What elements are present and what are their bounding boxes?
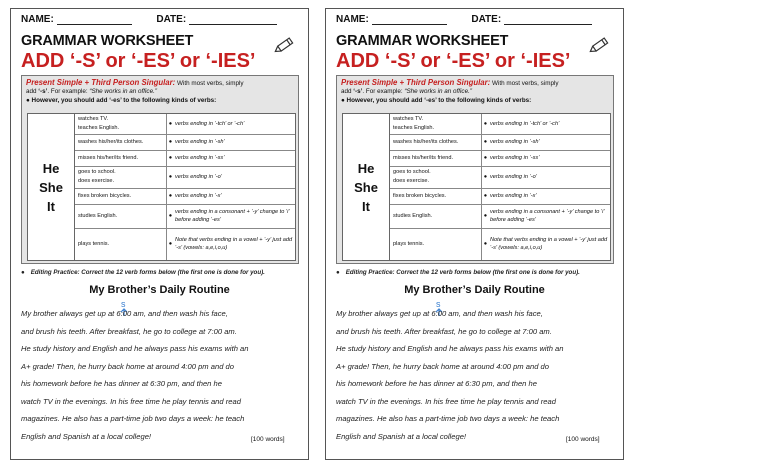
bullet-icon: ● xyxy=(168,139,173,145)
correction-letter: s xyxy=(121,299,126,309)
bullet-icon: ● xyxy=(483,174,488,180)
rule-description xyxy=(481,188,608,204)
rule-examples xyxy=(393,114,482,134)
name-label: NAME: xyxy=(336,14,369,25)
editing-instruction xyxy=(21,269,265,276)
bullet-icon: ● xyxy=(483,139,488,145)
rule-text: verbs ending in ‘-sh’ xyxy=(175,139,225,145)
pronoun-he: He xyxy=(42,160,60,176)
bullet-icon: ● xyxy=(483,121,488,127)
story-line: English and Spanish at a local college! xyxy=(21,431,152,441)
example-sentence: fixes broken bicycles. xyxy=(78,192,132,199)
name-field-line xyxy=(372,15,447,25)
worksheet-page-right xyxy=(325,8,624,460)
correction-letter: s xyxy=(436,299,441,309)
rule-row xyxy=(75,228,295,260)
rule-description xyxy=(481,150,608,166)
rule-intro-line3: ● However, you should add ‘-es’ to the following kinds of verbs: xyxy=(26,96,217,104)
rule-row xyxy=(390,114,610,135)
pronoun-she: She xyxy=(354,179,378,195)
story-line: and brush his teeth. After breakfast, he go to college at 7:00 am. xyxy=(336,326,552,336)
rule-box xyxy=(336,75,614,264)
editing-instruction-text: Editing Practice: Correct the 12 verb forms below (the first one is done for you). xyxy=(30,269,265,276)
story-line: English and Spanish at a local college! xyxy=(336,431,467,441)
rule-examples xyxy=(78,134,167,150)
rule-example: “She works in an office.” xyxy=(404,88,472,96)
story-text xyxy=(336,305,616,445)
rule-text: verbs ending in ‘-sh’ xyxy=(490,139,540,145)
rule-intro-line3: ● However, you should add ‘-es’ to the following kinds of verbs: xyxy=(341,96,532,104)
rule-text: Note that verbs ending in a vowel + ‘-y’ just add ‘-s’ (vowels: a,e,i,o,u) xyxy=(175,237,293,251)
example-sentence: does exercise. xyxy=(78,178,115,184)
rule-intro-add: add xyxy=(26,88,39,96)
story-title: My Brother’s Daily Routine xyxy=(89,284,230,296)
bullet-icon: ● xyxy=(336,269,340,276)
example-sentence: goes to school. xyxy=(393,169,431,175)
bullet-icon: ● xyxy=(483,193,488,199)
pronoun-cell xyxy=(28,114,75,260)
bullet-icon: ● xyxy=(168,121,173,127)
rule-row xyxy=(390,134,610,151)
example-sentence: plays tennis. xyxy=(78,240,110,247)
bullet-icon: ● xyxy=(168,174,173,180)
story-line: A+ grade! Then, he hurry back home at around 4:00 pm and do xyxy=(336,361,549,371)
bullet-icon: ● xyxy=(168,155,173,161)
rule-examples xyxy=(393,228,482,260)
rule-row xyxy=(390,166,610,189)
rule-text: verbs ending in ‘-o’ xyxy=(490,174,537,180)
story-line: watch TV in the evenings. In his free time he play tennis and read xyxy=(336,396,556,406)
story-line: He study history and English and he always pass his exams with an xyxy=(21,344,249,353)
story-line: My brother always get up at 6:00 am, and then wash his face, xyxy=(21,309,228,318)
rule-intro xyxy=(341,79,610,105)
rule-intro-s: ‘-s’ xyxy=(38,88,48,96)
example-sentence: studies English. xyxy=(393,212,433,219)
pencil-icon xyxy=(274,35,298,53)
example-sentence: goes to school. xyxy=(78,169,116,175)
rule-examples xyxy=(393,166,482,188)
rule-description xyxy=(166,228,293,260)
story-line: his homework before he has dinner at 6:30 pm, and then he xyxy=(336,379,537,388)
pencil-icon xyxy=(589,35,613,53)
rule-examples xyxy=(78,204,167,228)
rule-description xyxy=(481,166,608,188)
rule-row xyxy=(75,114,295,135)
rule-description xyxy=(481,204,608,228)
example-sentence: fixes broken bicycles. xyxy=(393,192,447,199)
rule-description xyxy=(481,228,608,260)
rule-row xyxy=(390,228,610,260)
rule-intro-line1: With most verbs, simply xyxy=(490,80,559,87)
bullet-icon: ● xyxy=(21,269,25,276)
example-sentence: plays tennis. xyxy=(393,240,425,247)
rule-examples xyxy=(78,166,167,188)
rule-examples xyxy=(78,150,167,166)
rule-intro-mid: . For example: xyxy=(362,88,405,96)
rule-text: verbs ending in ‘-ss’ xyxy=(175,155,225,161)
pronoun-cell xyxy=(343,114,390,260)
rule-text: verbs ending in a consonant + ‘-y’ change to ‘i’ before adding ‘-es’ xyxy=(175,209,290,223)
rule-text: verbs ending in ‘-x’ xyxy=(175,193,222,199)
rule-row xyxy=(390,150,610,167)
rule-examples xyxy=(78,114,167,134)
rule-description xyxy=(481,114,608,134)
bullet-icon: ● xyxy=(168,241,173,247)
example-sentence: watches TV. xyxy=(393,116,424,122)
example-sentence: watches TV. xyxy=(78,116,109,122)
date-field-line xyxy=(504,15,592,25)
rule-row xyxy=(75,204,295,229)
rule-table xyxy=(342,113,611,261)
date-field-line xyxy=(189,15,277,25)
story-text xyxy=(21,305,301,445)
bullet-icon: ● xyxy=(168,213,173,219)
rule-text: verbs ending in ‘-o’ xyxy=(175,174,222,180)
example-sentence: misses his/her/its friend. xyxy=(393,154,453,161)
rule-text: verbs ending in ‘-tch’ or ‘-ch’ xyxy=(175,121,245,127)
rule-row xyxy=(390,188,610,205)
rule-examples xyxy=(78,188,167,204)
rule-description xyxy=(166,134,293,150)
story-line: watch TV in the evenings. In his free time he play tennis and read xyxy=(21,396,241,406)
rule-row xyxy=(75,134,295,151)
rule-row xyxy=(75,188,295,205)
word-count: [100 words] xyxy=(566,436,600,443)
word-count: [100 words] xyxy=(251,436,285,443)
example-sentence: teaches English. xyxy=(393,125,435,131)
rule-examples xyxy=(393,204,482,228)
rule-examples xyxy=(393,188,482,204)
story-line: his homework before he has dinner at 6:30 pm, and then he xyxy=(21,379,222,388)
bullet-icon: ● xyxy=(483,241,488,247)
bullet-icon: ● xyxy=(483,213,488,219)
rule-heading: Present Simple + Third Person Singular: xyxy=(341,78,491,87)
example-sentence: does exercise. xyxy=(393,178,430,184)
rule-description xyxy=(481,134,608,150)
story-title: My Brother’s Daily Routine xyxy=(404,284,545,296)
rule-intro xyxy=(26,79,295,105)
worksheet-subtitle: ADD ‘-S’ or ‘-ES’ or ‘-IES’ xyxy=(21,50,256,72)
rule-intro-add: add xyxy=(341,88,354,96)
rule-row xyxy=(75,150,295,167)
rule-description xyxy=(166,166,293,188)
rule-examples xyxy=(78,228,167,260)
example-sentence: teaches English. xyxy=(78,125,120,131)
rule-row xyxy=(390,204,610,229)
worksheet-title: GRAMMAR WORKSHEET xyxy=(336,33,509,49)
pronoun-he: He xyxy=(357,160,375,176)
worksheet-subtitle: ADD ‘-S’ or ‘-ES’ or ‘-IES’ xyxy=(336,50,571,72)
story-line: magazines. He also has a part-time job two days a week: he teach xyxy=(21,414,245,423)
rule-description xyxy=(166,150,293,166)
rule-intro-line1: With most verbs, simply xyxy=(175,80,244,87)
story-line: and brush his teeth. After breakfast, he go to college at 7:00 am. xyxy=(21,326,237,336)
name-field-line xyxy=(57,15,132,25)
worksheet-page-left xyxy=(10,8,309,460)
pronoun-she: She xyxy=(39,179,63,195)
rule-intro-mid: . For example: xyxy=(47,88,90,96)
rule-box xyxy=(21,75,299,264)
rule-text: verbs ending in ‘-ss’ xyxy=(490,155,540,161)
worksheet-title: GRAMMAR WORKSHEET xyxy=(21,33,194,49)
rule-table xyxy=(27,113,296,261)
rule-description xyxy=(166,204,293,228)
example-sentence: studies English. xyxy=(78,212,118,219)
editing-instruction xyxy=(336,269,580,276)
rule-examples xyxy=(393,150,482,166)
rule-text: verbs ending in a consonant + ‘-y’ change to ‘i’ before adding ‘-es’ xyxy=(490,209,605,223)
pronoun-it: It xyxy=(362,198,370,214)
example-sentence: misses his/her/its friend. xyxy=(78,154,138,161)
story-line: magazines. He also has a part-time job two days a week: he teach xyxy=(336,414,560,423)
story-line: A+ grade! Then, he hurry back home at around 4:00 pm and do xyxy=(21,361,234,371)
editing-instruction-text: Editing Practice: Correct the 12 verb forms below (the first one is done for you). xyxy=(345,269,580,276)
rule-text: Note that verbs ending in a vowel + ‘-y’ just add ‘-s’ (vowels: a,e,i,o,u) xyxy=(490,237,608,251)
rule-description xyxy=(166,114,293,134)
rule-intro-s: ‘-s’ xyxy=(353,88,363,96)
name-label: NAME: xyxy=(21,14,54,25)
rule-examples xyxy=(393,134,482,150)
example-sentence: washes his/her/its clothes. xyxy=(78,138,144,145)
date-label: DATE: xyxy=(471,14,502,25)
header-fields xyxy=(21,14,300,25)
rule-row xyxy=(75,166,295,189)
pronoun-it: It xyxy=(47,198,55,214)
rule-text: verbs ending in ‘-tch’ or ‘-ch’ xyxy=(490,121,560,127)
rule-description xyxy=(166,188,293,204)
example-sentence: washes his/her/its clothes. xyxy=(393,138,459,145)
rule-text: verbs ending in ‘-x’ xyxy=(490,193,537,199)
rule-example: “She works in an office.” xyxy=(89,88,157,96)
bullet-icon: ● xyxy=(483,155,488,161)
rule-heading: Present Simple + Third Person Singular: xyxy=(26,78,176,87)
date-label: DATE: xyxy=(156,14,187,25)
bullet-icon: ● xyxy=(168,193,173,199)
story-line: He study history and English and he always pass his exams with an xyxy=(336,344,564,353)
story-line: My brother always get up at 6:00 am, and then wash his face, xyxy=(336,309,543,318)
header-fields xyxy=(336,14,615,25)
